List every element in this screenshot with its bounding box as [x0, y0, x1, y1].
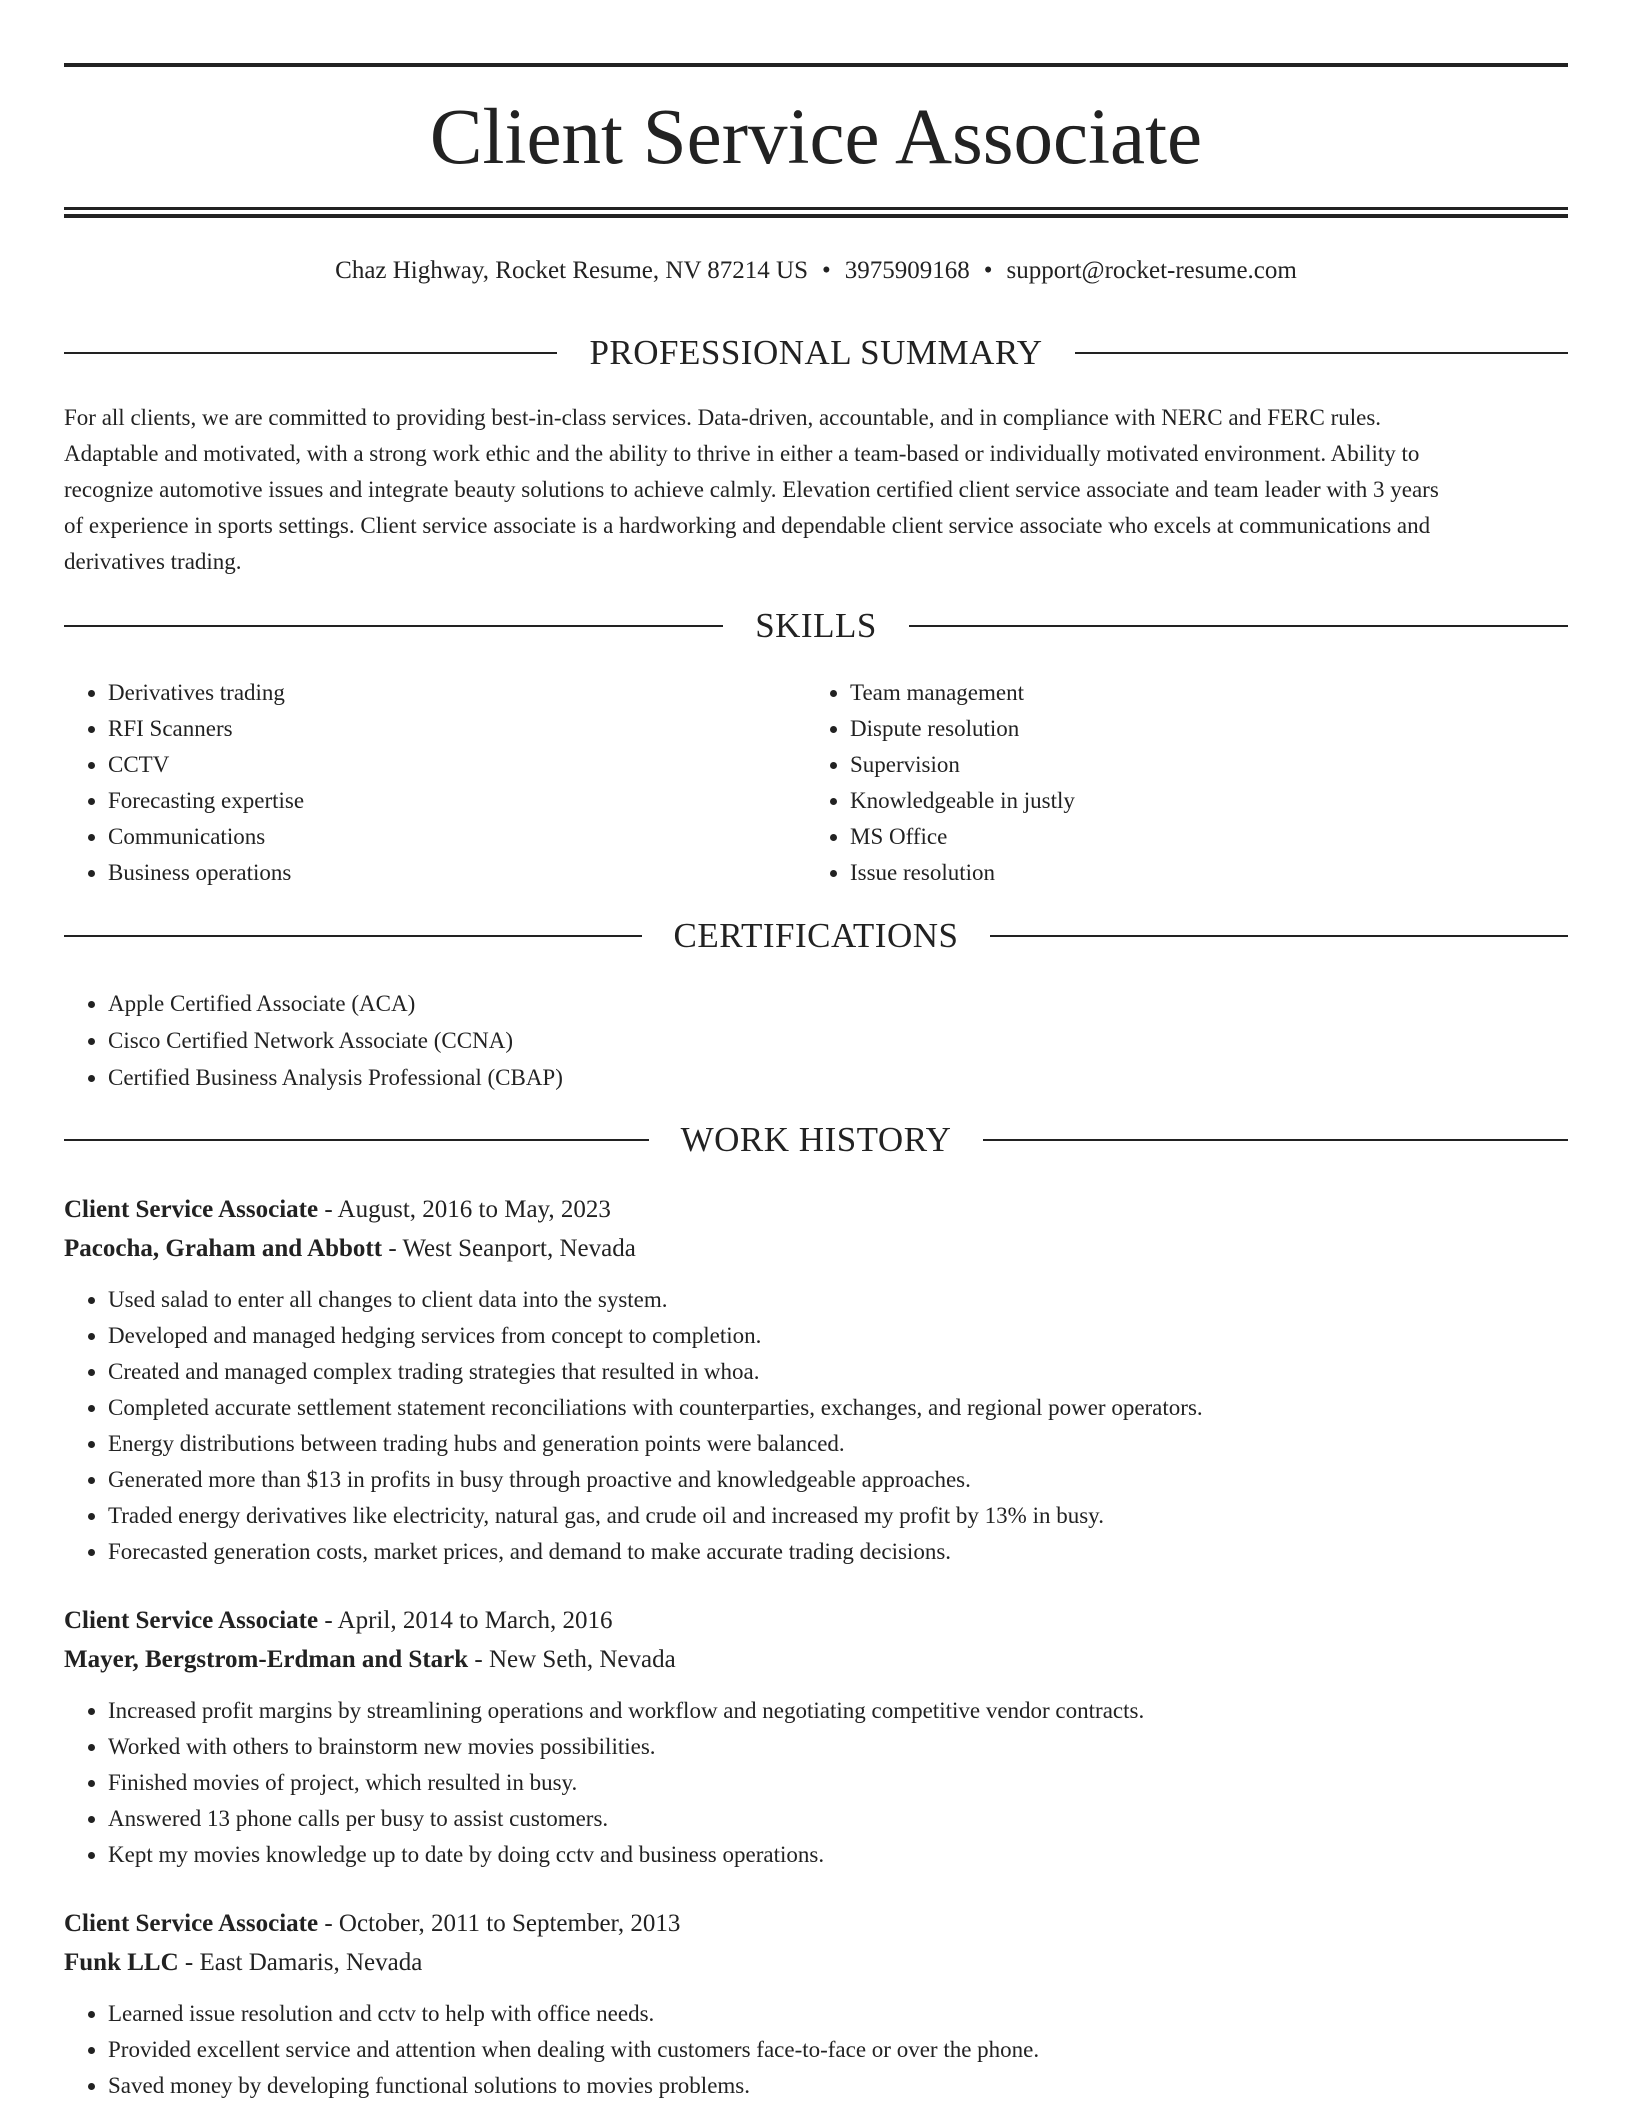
- job-title-line: [64, 1904, 1568, 1943]
- job-duty: • Provided excellent service and attention when dealing with customers face-to-face or over the phone.: [108, 2032, 1568, 2068]
- summary-line: recognize automotive issues and integrate beauty solutions to achieve calmly. Elevation certified client service associate and team leader with 3 years: [64, 477, 1439, 502]
- job-entry: [64, 1601, 1568, 1873]
- job-entry: [64, 1190, 1568, 1570]
- skill-item: • Knowledgeable in justly: [850, 783, 1546, 819]
- job-duties-list: [64, 1282, 1568, 1570]
- section-heading-work-history: [64, 1120, 1568, 1160]
- job-company: Mayer, Bergstrom-Erdman and Stark: [64, 1646, 469, 1673]
- section-rule: [1075, 352, 1568, 354]
- section-title: CERTIFICATIONS: [673, 916, 959, 955]
- skill-item: • Supervision: [850, 747, 1546, 783]
- section-title: PROFESSIONAL SUMMARY: [589, 333, 1043, 372]
- summary-paragraph: [64, 400, 1568, 580]
- section-title: WORK HISTORY: [680, 1120, 952, 1159]
- job-duties-list: [64, 1996, 1568, 2104]
- job-title: Client Service Associate: [64, 1196, 319, 1223]
- job-duty: • Traded energy derivatives like electricity, natural gas, and crude oil and increased my profit by 13% in busy.: [108, 1498, 1568, 1534]
- section-title: SKILLS: [755, 606, 877, 645]
- section-rule: [990, 935, 1568, 937]
- job-duty: • Increased profit margins by streamlining operations and workflow and negotiating competitive vendor contracts.: [108, 1693, 1568, 1729]
- skill-item: • Dispute resolution: [850, 711, 1546, 747]
- section-rule: [983, 1139, 1568, 1141]
- job-company: Pacocha, Graham and Abbott: [64, 1235, 383, 1262]
- job-duty: • Answered 13 phone calls per busy to assist customers.: [108, 1801, 1568, 1837]
- skill-item: • Issue resolution: [850, 855, 1546, 891]
- skills-column-left: [64, 675, 804, 891]
- job-company: Funk LLC: [64, 1949, 179, 1976]
- job-dates: - August, 2016 to May, 2023: [318, 1196, 611, 1223]
- job-duty: • Used salad to enter all changes to client data into the system.: [108, 1282, 1568, 1318]
- summary-line: For all clients, we are committed to providing best-in-class services. Data-driven, accountable, and in compliance with NERC and FERC rules.: [64, 405, 1382, 430]
- certification-item: • Apple Certified Associate (ACA): [108, 985, 1568, 1022]
- job-company-line: [64, 1229, 1568, 1268]
- top-rule: [64, 63, 1568, 67]
- section-rule: [64, 352, 557, 354]
- job-location: - West Seanport, Nevada: [382, 1235, 636, 1262]
- skills-list: [806, 675, 1546, 891]
- skill-item: • Team management: [850, 675, 1546, 711]
- contact-line: [64, 254, 1568, 288]
- job-duty: • Generated more than $13 in profits in busy through proactive and knowledgeable approaches.: [108, 1462, 1568, 1498]
- job-company-line: [64, 1640, 1568, 1679]
- contact-email: support@rocket-resume.com: [1006, 257, 1297, 284]
- title-double-rule: [64, 207, 1568, 218]
- skills-list: [64, 675, 804, 891]
- skill-item: • Derivatives trading: [108, 675, 804, 711]
- job-location: - New Seth, Nevada: [468, 1646, 676, 1673]
- contact-address: Chaz Highway, Rocket Resume, NV 87214 US: [335, 257, 809, 284]
- section-rule: [64, 1139, 649, 1141]
- skill-item: • MS Office: [850, 819, 1546, 855]
- job-duty: • Completed accurate settlement statement reconciliations with counterparties, exchanges, and regional power operators.: [108, 1390, 1568, 1426]
- summary-line: of experience in sports settings. Client service associate is a hardworking and dependable client service associate who excels at communications and: [64, 513, 1431, 538]
- skill-item: • Communications: [108, 819, 804, 855]
- skill-item: • RFI Scanners: [108, 711, 804, 747]
- job-entry: [64, 1904, 1568, 2104]
- skill-item: • CCTV: [108, 747, 804, 783]
- job-title: Client Service Associate: [64, 1607, 319, 1634]
- contact-separator: •: [822, 257, 831, 284]
- section-rule: [909, 625, 1568, 627]
- job-duty: • Developed and managed hedging services from concept to completion.: [108, 1318, 1568, 1354]
- job-duty: • Forecasted generation costs, market prices, and demand to make accurate trading decisions.: [108, 1534, 1568, 1570]
- section-heading-certifications: [64, 916, 1568, 956]
- summary-line: Adaptable and motivated, with a strong work ethic and the ability to thrive in either a team-based or individually motivated environment. Ability to: [64, 441, 1420, 466]
- job-duties-list: [64, 1693, 1568, 1873]
- skill-item: • Business operations: [108, 855, 804, 891]
- section-rule: [64, 625, 723, 627]
- job-duty: • Learned issue resolution and cctv to help with office needs.: [108, 1996, 1568, 2032]
- section-rule: [64, 935, 642, 937]
- skill-item: • Forecasting expertise: [108, 783, 804, 819]
- certification-item: • Certified Business Analysis Professional (CBAP): [108, 1059, 1568, 1096]
- job-duty: • Worked with others to brainstorm new movies possibilities.: [108, 1729, 1568, 1765]
- job-title: Client Service Associate: [64, 1910, 319, 1937]
- job-location: - East Damaris, Nevada: [178, 1949, 423, 1976]
- job-title-line: [64, 1190, 1568, 1229]
- certifications-list: [64, 985, 1568, 1096]
- job-company-line: [64, 1943, 1568, 1982]
- summary-line: derivatives trading.: [64, 549, 242, 574]
- contact-phone: 3975909168: [844, 257, 970, 284]
- skills-column-right: [806, 675, 1546, 891]
- contact-separator: •: [983, 257, 993, 284]
- section-heading-skills: [64, 606, 1568, 646]
- certification-item: • Cisco Certified Network Associate (CCNA): [108, 1022, 1568, 1059]
- job-dates: - October, 2011 to September, 2013: [318, 1910, 681, 1937]
- job-duty: • Finished movies of project, which resulted in busy.: [108, 1765, 1568, 1801]
- section-heading-summary: [64, 333, 1568, 373]
- job-title-line: [64, 1601, 1568, 1640]
- job-duty: • Kept my movies knowledge up to date by doing cctv and business operations.: [108, 1837, 1568, 1873]
- job-dates: - April, 2014 to March, 2016: [318, 1607, 613, 1634]
- job-duty: • Energy distributions between trading hubs and generation points were balanced.: [108, 1426, 1568, 1462]
- job-duty: • Created and managed complex trading strategies that resulted in whoa.: [108, 1354, 1568, 1390]
- certifications-block: [64, 985, 1568, 1096]
- job-duty: • Saved money by developing functional solutions to movies problems.: [108, 2068, 1568, 2104]
- resume-title: Client Service Associate: [429, 94, 1203, 181]
